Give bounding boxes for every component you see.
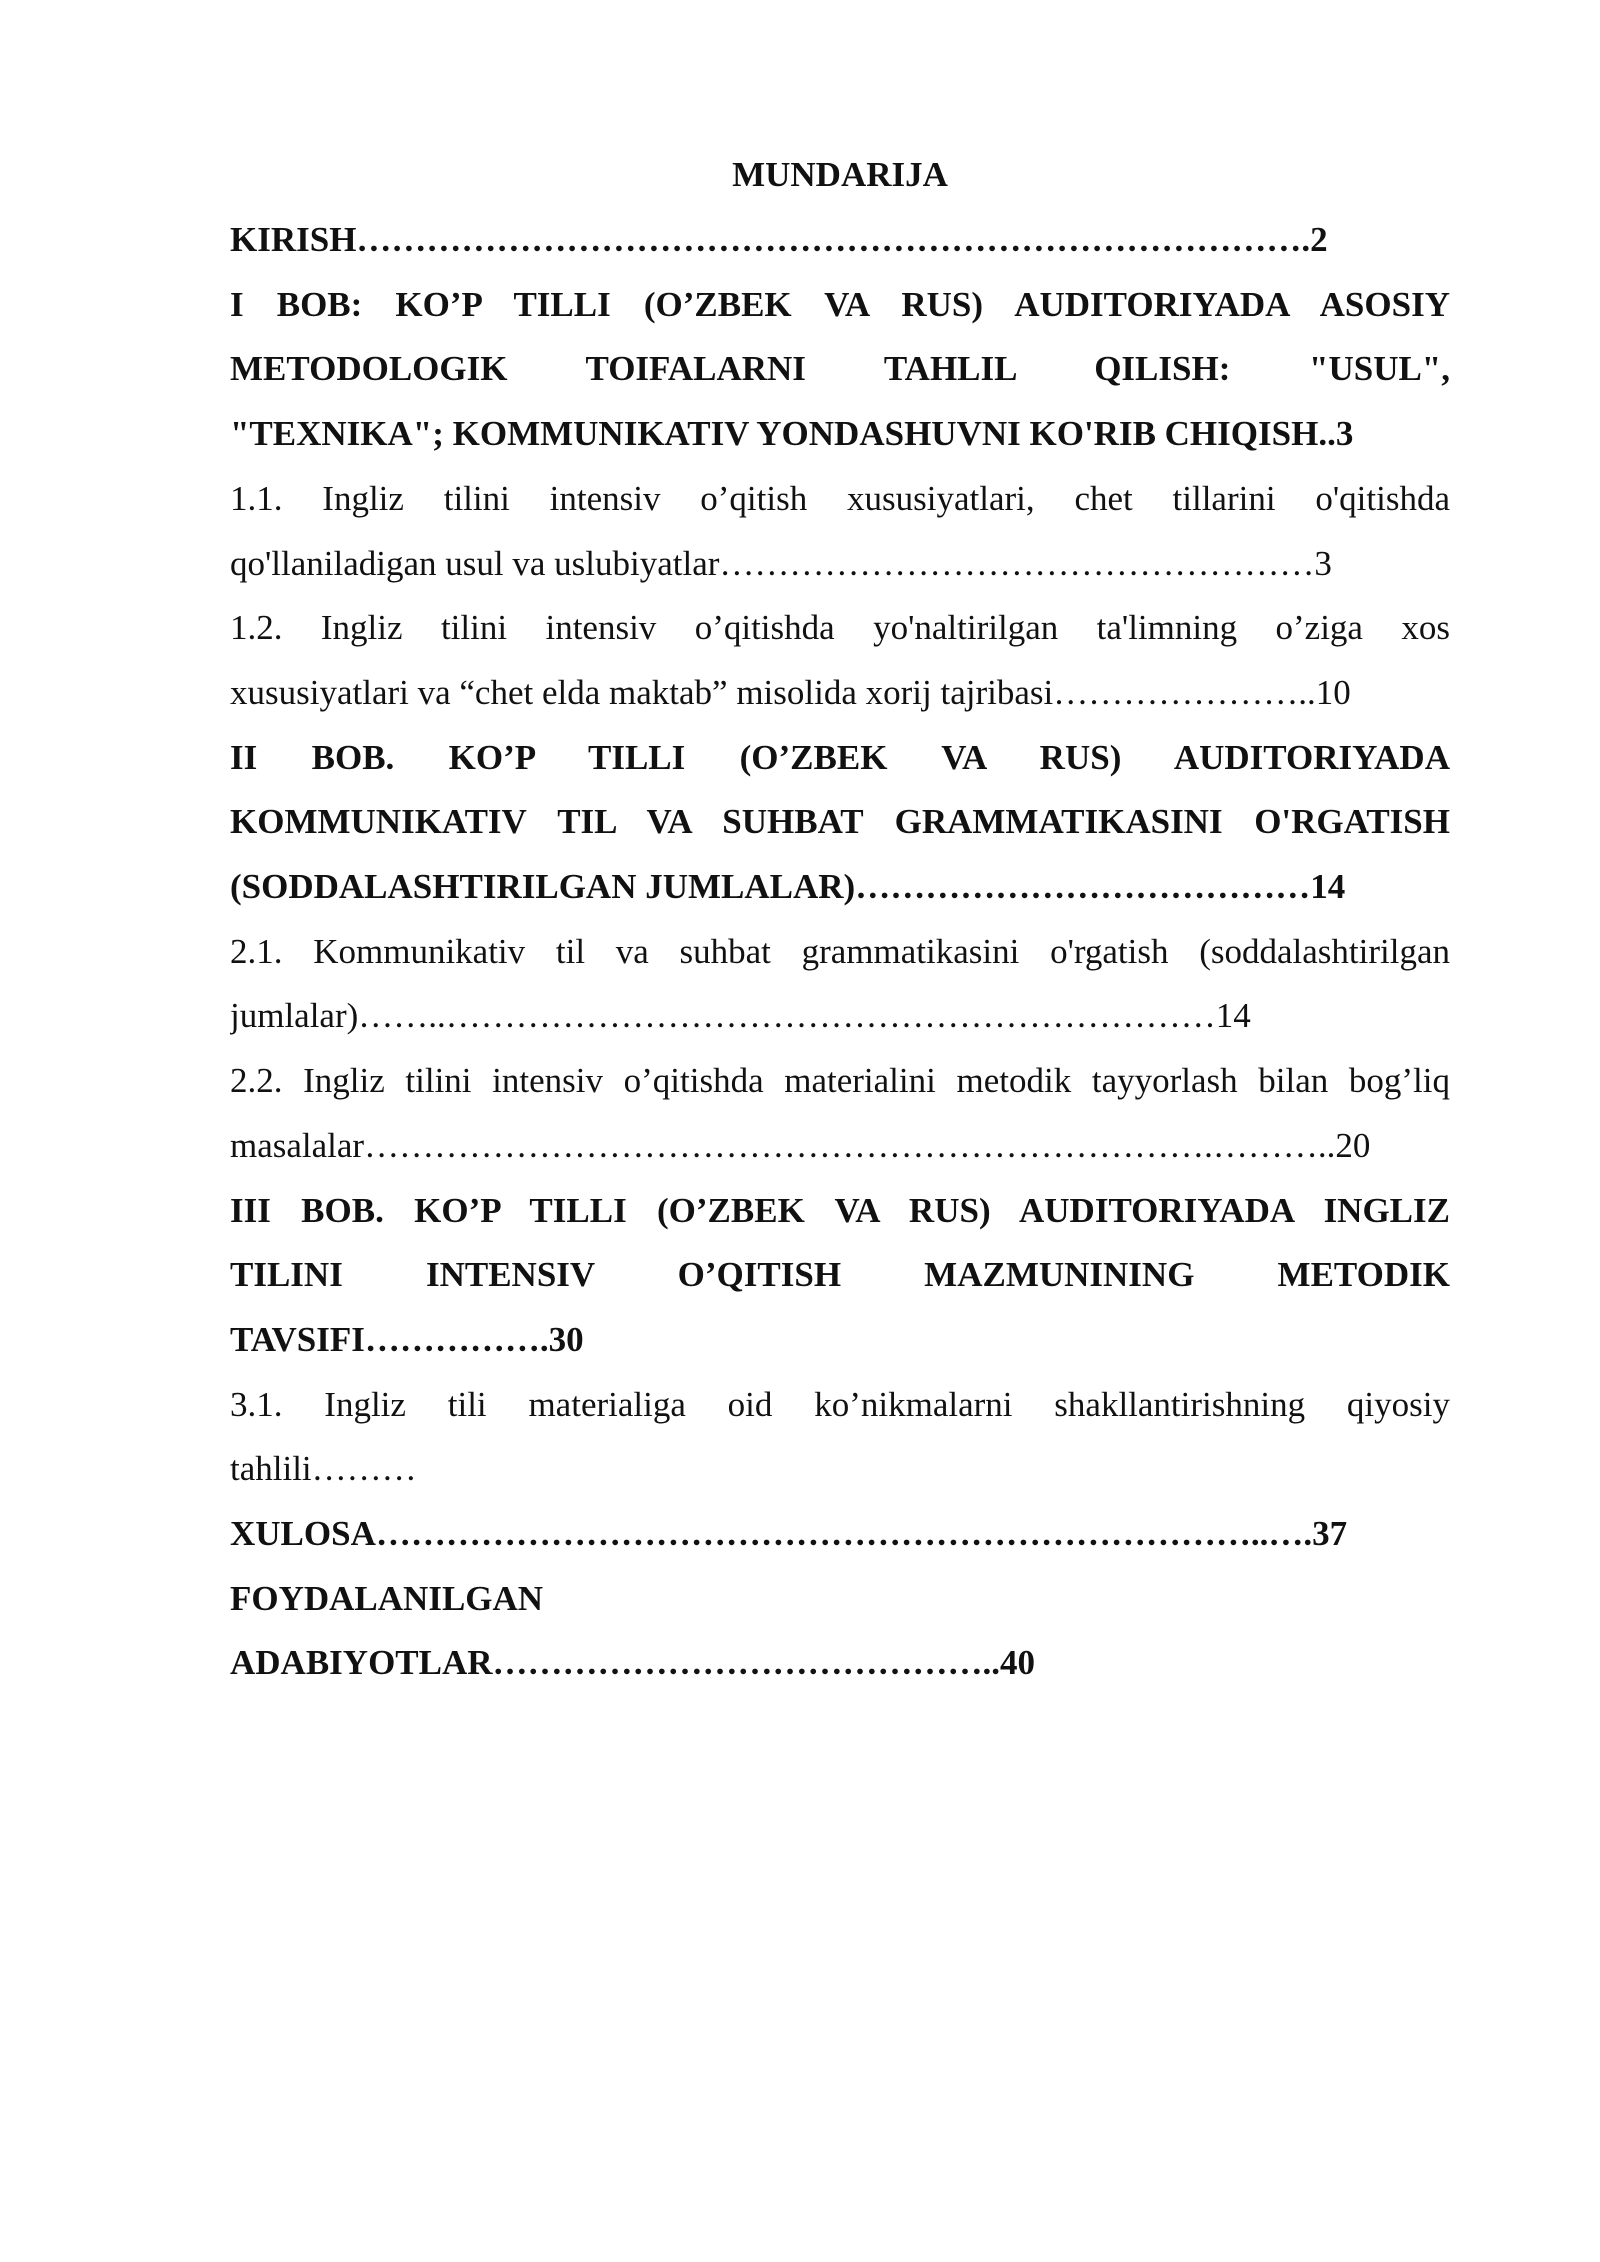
toc-line: tahlili……… [230, 1449, 417, 1489]
toc-line: FOYDALANILGAN [230, 1578, 544, 1618]
toc-line: qo'llaniladigan usul va uslubiyatlar……………………………………………3 [230, 543, 1332, 583]
toc-line: 2.1. Kommunikativ til va suhbat grammatikasini o'rgatish (soddalashtirilgan [230, 931, 1450, 971]
toc-line: XULOSA…………………………………………………………………..….37 [230, 1514, 1348, 1553]
toc-line: 1.1. Ingliz tilini intensiv o’qitish xususiyatlari, chet tillarini o'qitishda [230, 478, 1450, 518]
toc-line: 3.1. Ingliz tili materialiga oid ko’nikmalarni shakllantirishning qiyosiy [230, 1384, 1450, 1424]
toc-line: KOMMUNIKATIV TIL VA SUHBAT GRAMMATIKASINI O'RGATISH [230, 802, 1450, 842]
toc-line: 2.2. Ingliz tilini intensiv o’qitishda materialini metodik tayyorlash bilan bog’liq [230, 1061, 1450, 1101]
toc-line: masalalar……………………………………………………………….………..20 [230, 1125, 1371, 1165]
toc-line: ADABIYOTLAR……………………………………..40 [230, 1643, 1036, 1683]
page-title: MUNDARIJA [732, 155, 948, 194]
toc-line: KIRISH……………………………………………………………………….2 [230, 220, 1328, 259]
toc-line: "TEXNIKA"; KOMMUNIKATIV YONDASHUVNI KO'RIB CHIQISH..3 [230, 414, 1354, 454]
toc-line: TAVSIFI…………….30 [230, 1319, 584, 1359]
toc-line: I BOB: KO’P TILLI (O’ZBEK VA RUS) AUDITORIYADA ASOSIY [230, 284, 1450, 324]
toc-line: TILINI INTENSIV O’QITISH MAZMUNINING METODIK [230, 1255, 1450, 1295]
toc-line: 1.2. Ingliz tilini intensiv o’qitishda yo'naltirilgan ta'limning o’ziga xos [230, 608, 1450, 648]
toc-line: xususiyatlari va “chet elda maktab” misolida xorij tajribasi…………………..10 [230, 672, 1351, 712]
toc-line: jumlalar)……..…………………………………………………………14 [230, 996, 1251, 1036]
toc-line: III BOB. KO’P TILLI (O’ZBEK VA RUS) AUDITORIYADA INGLIZ [230, 1190, 1450, 1230]
toc-line: II BOB. KO’P TILLI (O’ZBEK VA RUS) AUDITORIYADA [230, 737, 1450, 777]
toc-line: METODOLOGIK TOIFALARNI TAHLIL QILISH: "USUL", [230, 349, 1450, 389]
toc-line: (SODDALASHTIRILGAN JUMLALAR)…………………………………14 [230, 867, 1346, 906]
